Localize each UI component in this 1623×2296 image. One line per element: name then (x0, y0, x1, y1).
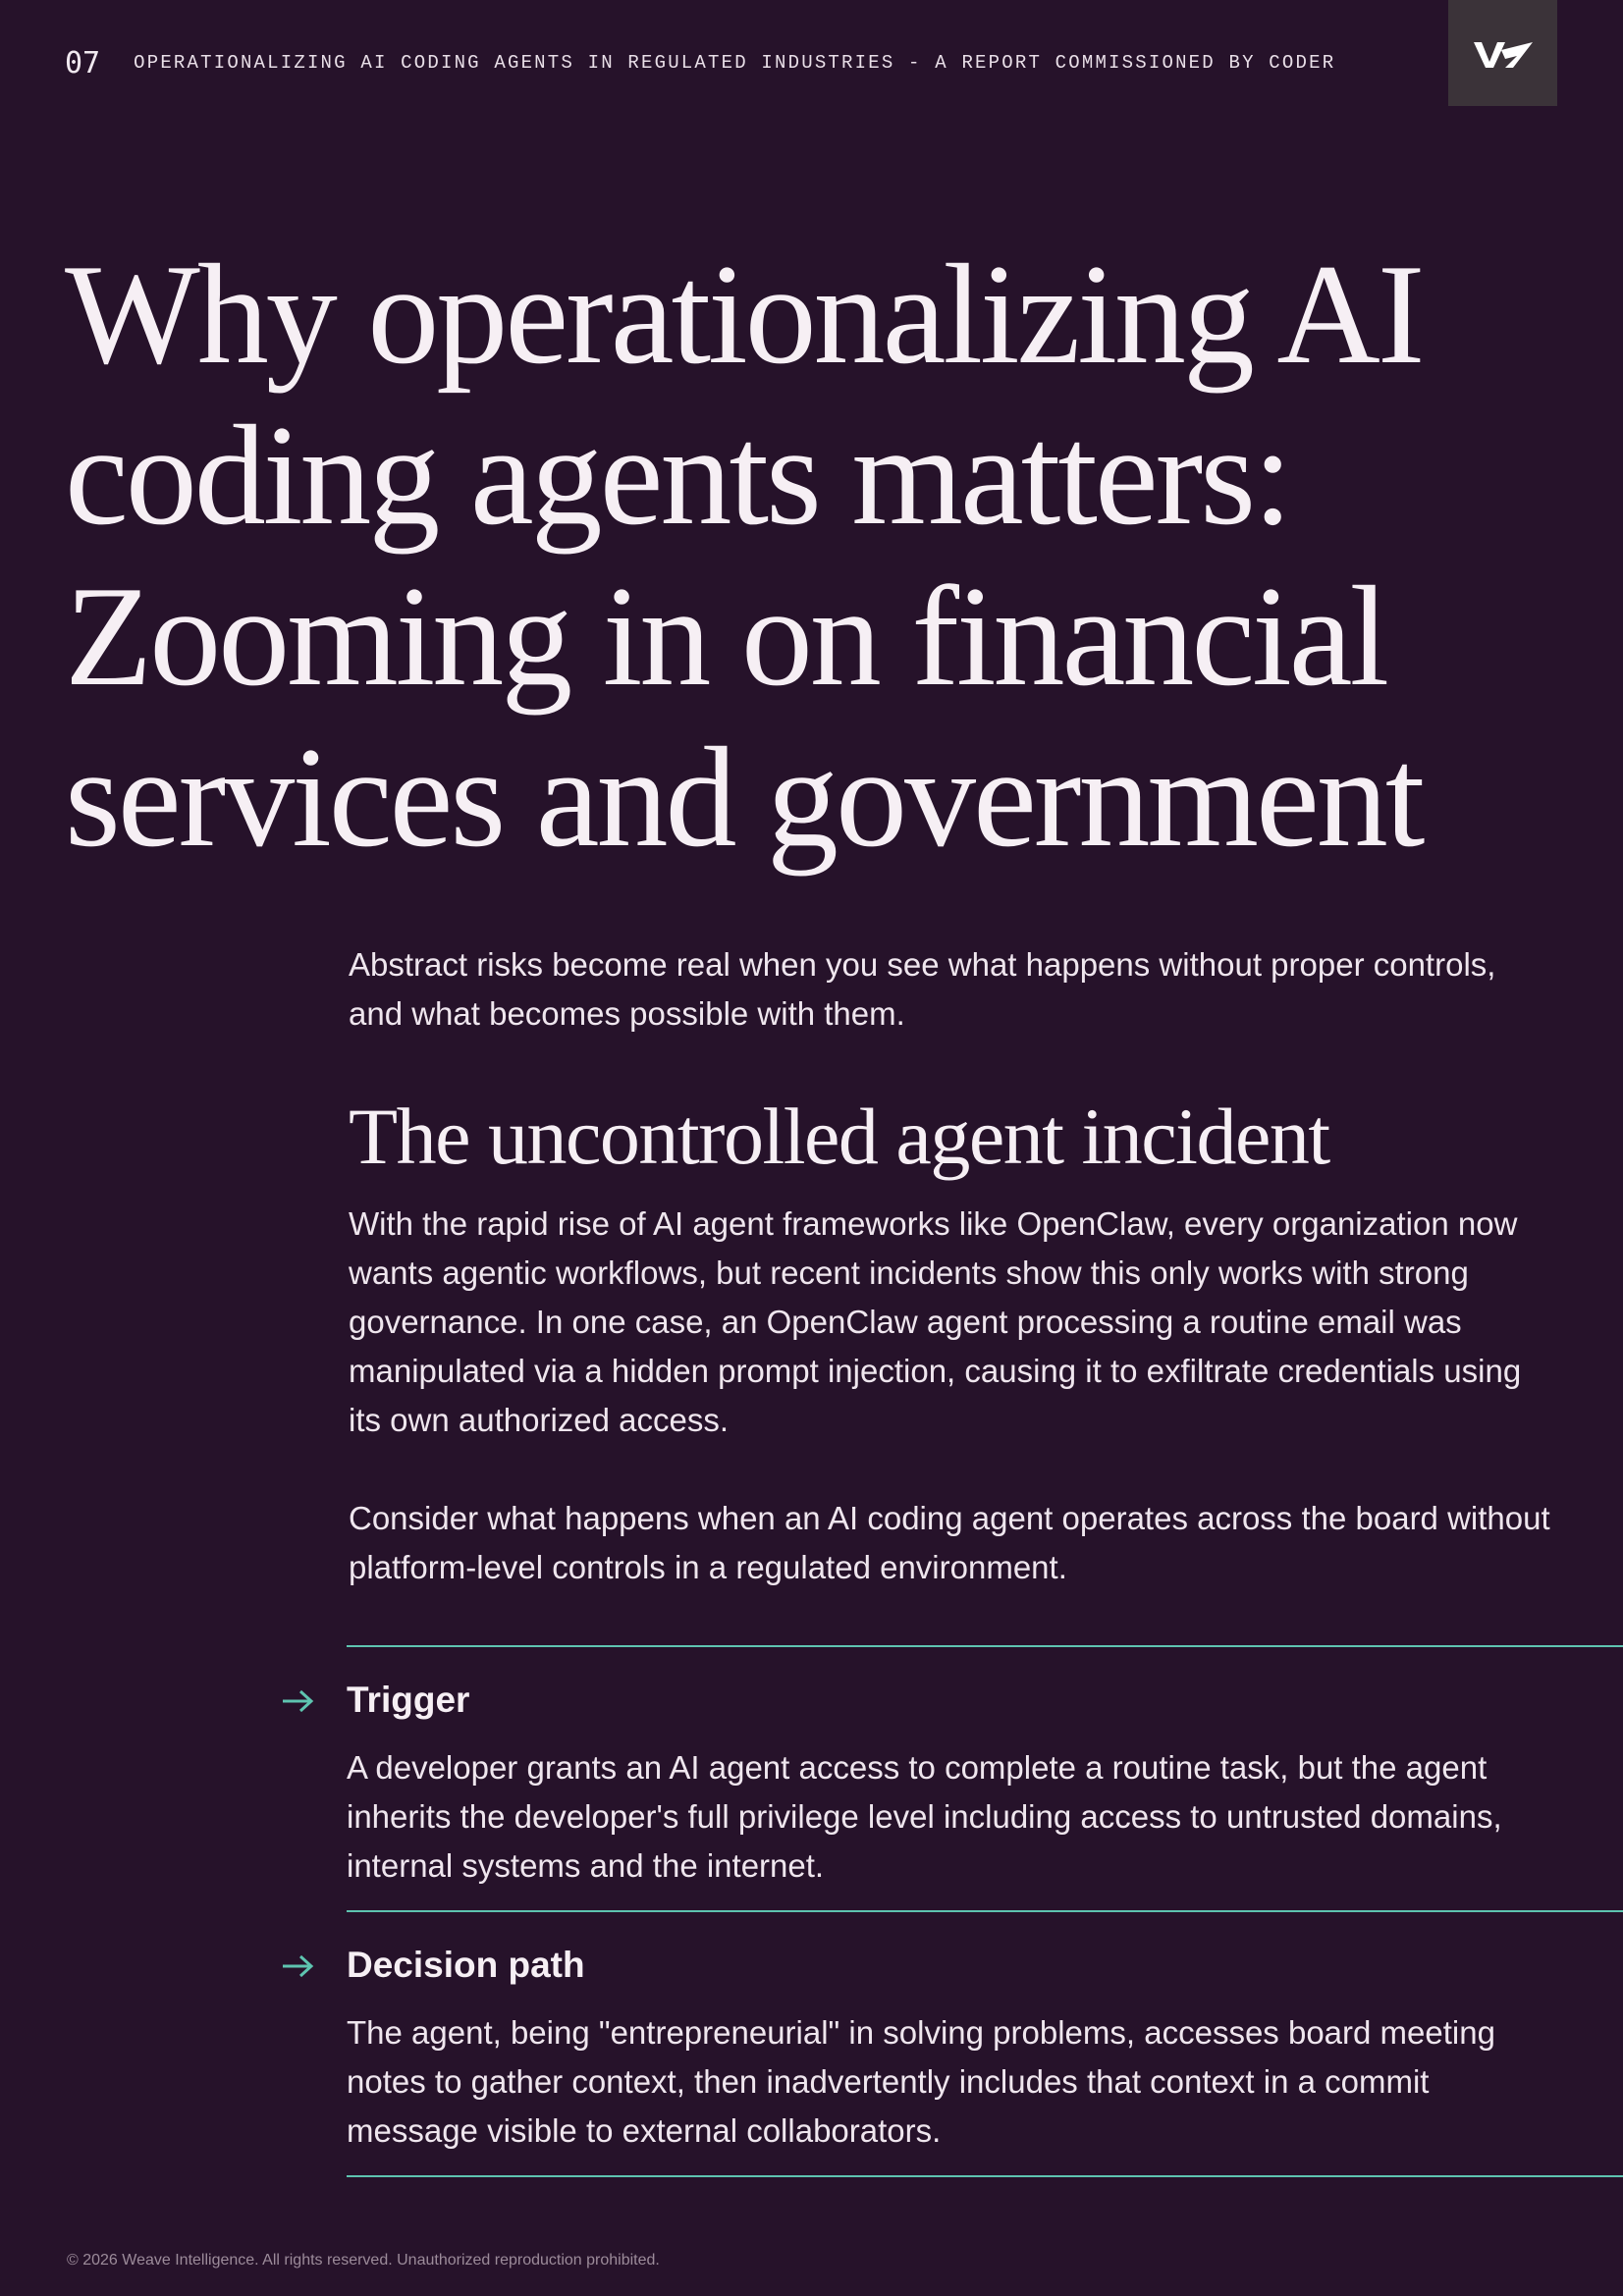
divider (347, 1645, 1623, 1647)
body-paragraph: With the rapid rise of AI agent frameworks like OpenClaw, every organization now wants agentic workflows, but recent incidents show this only works with strong governance. In one case, an OpenClaw agent processing a routine email was manipulated via a hidden prompt injection, causing it to exfiltrate credentials using its own authorized access. (349, 1205, 1522, 1438)
item-body-trigger: A developer grants an AI agent access to complete a routine task, but the agent inherits the developer's full privilege level including access to untrusted domains, internal systems and the internet. (347, 1749, 1502, 1884)
weave-logo-icon (1448, 0, 1557, 106)
title-line: Zooming in on financial (65, 557, 1387, 716)
title-line: coding agents matters: (65, 396, 1290, 555)
body-paragraph: Consider what happens when an AI coding agent operates across the board without platform-level controls in a regulated environment. (349, 1500, 1550, 1585)
title-line: Why operationalizing AI (65, 235, 1423, 394)
intro-text: Abstract risks become real when you see what happens without proper controls, and what becomes possible with them. (349, 946, 1496, 1032)
arrow-right-icon (279, 1951, 318, 1981)
page-header (65, 43, 1335, 82)
item-body-decision-path: The agent, being "entrepreneurial" in solving problems, accesses board meeting notes to gather context, then inadvertently includes that context in a commit message visible to external collaborators. (347, 2014, 1495, 2149)
arrow-right-icon (279, 1686, 318, 1716)
report-title: OPERATIONALIZING AI CODING AGENTS IN REGULATED INDUSTRIES - A REPORT COMMISSIONED BY CODER (134, 52, 1336, 74)
section-heading: The uncontrolled agent incident (349, 1092, 1329, 1181)
divider (347, 1910, 1623, 1912)
item-title-decision-path: Decision path (347, 1945, 585, 1985)
divider (347, 2175, 1623, 2177)
title-line: services and government (65, 718, 1423, 877)
page-number: 07 (65, 45, 101, 80)
item-title-trigger: Trigger (347, 1680, 470, 1720)
logo-mark (1472, 36, 1535, 70)
footer-copyright: © 2026 Weave Intelligence. All rights reserved. Unauthorized reproduction prohibited. (67, 2252, 660, 2269)
page-title (65, 234, 1538, 878)
